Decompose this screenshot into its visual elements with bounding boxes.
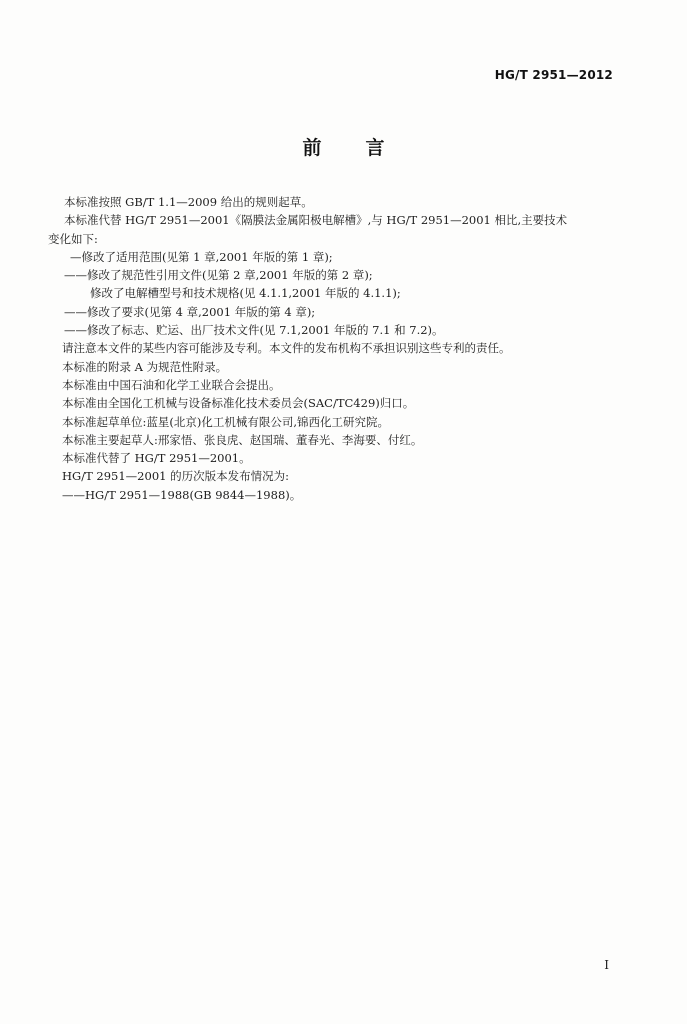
page-title: 前言 — [302, 137, 429, 159]
paragraph-drafting-units: 本标准起草单位:蓝星(北京)化工机械有限公司,锦西化工研究院。 — [62, 414, 389, 429]
paragraph-supersedes: 本标准代替了 HG/T 2951—2001。 — [62, 451, 251, 466]
change-item-references: ——修改了规范性引用文件(见第 2 章,2001 年版的第 2 章); — [64, 268, 373, 283]
paragraph-history-item: ——HG/T 2951—1988(GB 9844—1988)。 — [62, 487, 302, 502]
paragraph-annex: 本标准的附录 A 为规范性附录。 — [62, 359, 228, 374]
page-number: I — [604, 958, 609, 972]
paragraph-proposed-by: 本标准由中国石油和化学工业联合会提出。 — [62, 377, 281, 392]
standard-code: HG/T 2951—2012 — [494, 68, 613, 82]
change-item-scope: —修改了适用范围(见第 1 章,2001 年版的第 1 章); — [70, 249, 333, 264]
paragraph-centralized-by: 本标准由全国化工机械与设备标准化技术委员会(SAC/TC429)归口。 — [62, 396, 415, 411]
paragraph-drafting-rules: 本标准按照 GB/T 1.1—2009 给出的规则起草。 — [64, 195, 313, 209]
paragraph-drafters: 本标准主要起草人:邢家悟、张良虎、赵国瑞、董春光、李海要、付红。 — [62, 432, 423, 447]
change-item-requirements: ——修改了要求(见第 4 章,2001 年版的第 4 章); — [64, 304, 316, 319]
change-item-model-specs: 修改了电解槽型号和技术规格(见 4.1.1,2001 年版的 4.1.1); — [90, 286, 401, 301]
paragraph-changes-intro: 变化如下: — [48, 231, 98, 246]
change-item-marking: ——修改了标志、贮运、出厂技术文件(见 7.1,2001 年版的 7.1 和 7.2)。 — [64, 323, 444, 338]
foreword-body — [48, 193, 624, 504]
paragraph-history-intro: HG/T 2951—2001 的历次版本发布情况为: — [62, 469, 289, 484]
paragraph-replaces: 本标准代替 HG/T 2951—2001《隔膜法金属阳极电解槽》,与 HG/T 2951—2001 相比,主要技术 — [64, 213, 568, 228]
paragraph-patent-notice: 请注意本文件的某些内容可能涉及专利。本文件的发布机构不承担识别这些专利的责任。 — [62, 341, 511, 356]
